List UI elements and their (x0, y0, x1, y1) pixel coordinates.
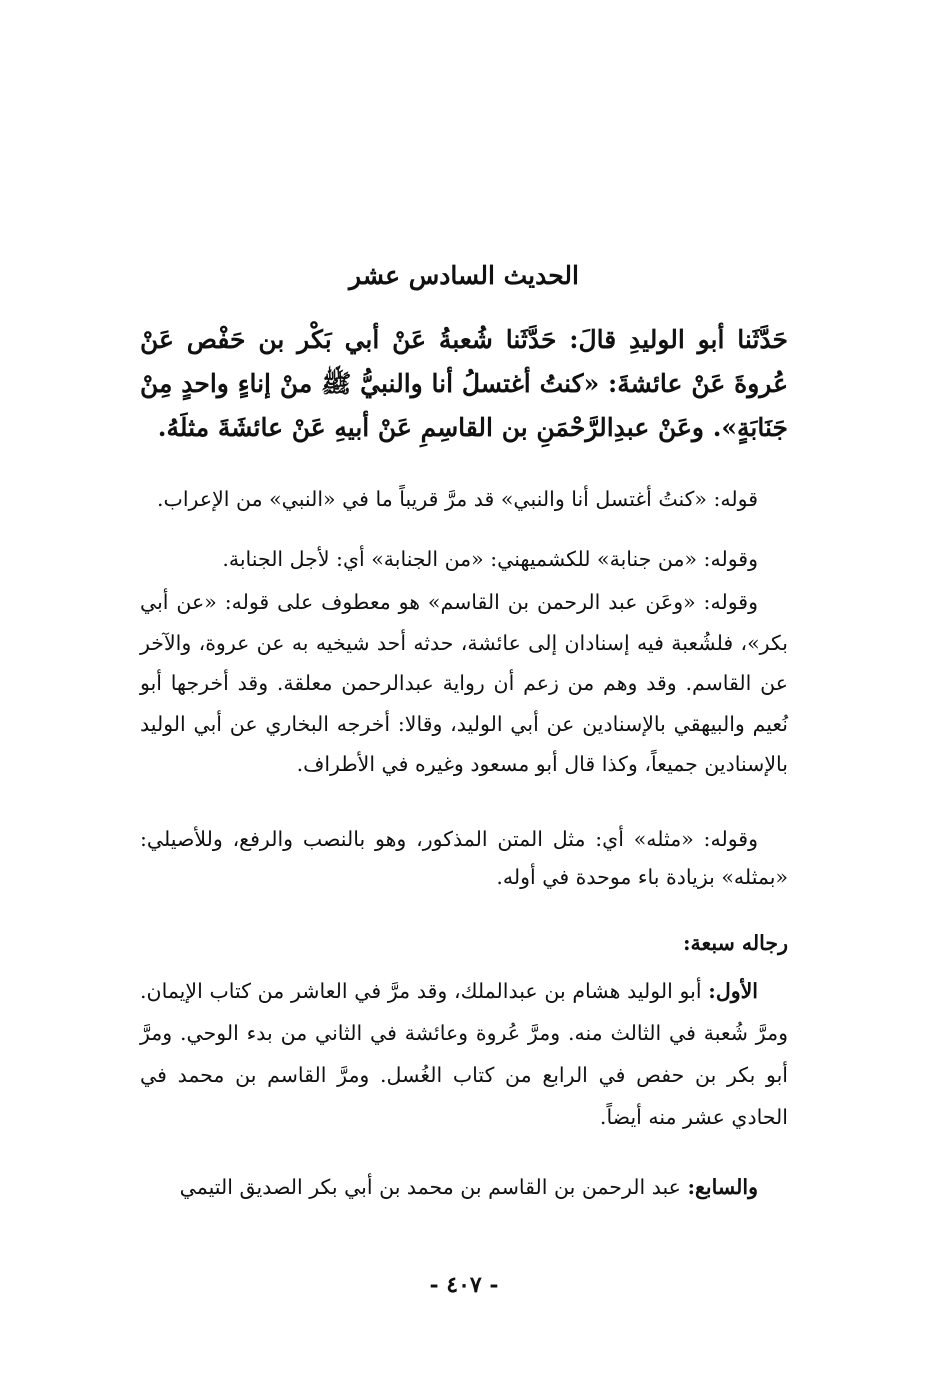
commentary-paragraph-1: قوله: «كنتُ أغتسل أنا والنبي» قد مرَّ قريباً ما في «النبي» من الإعراب. (157, 487, 758, 511)
narrator-first-text: أبو الوليد هشام بن عبدالملك، وقد مرَّ في العاشر من كتاب الإيمان. ومرَّ شُعبة في الثالث منه. ومرَّ عُروة وعائشة في الثاني من بدء الوحي. ومرَّ أبو بكر بن حفص في الرابع من كتاب الغُسل. ومرَّ القاسم بن محمد في الحادي عشر منه أيضاً. (140, 979, 788, 1129)
commentary-paragraph-4: وقوله: «مثله» أي: مثل المتن المذكور، وهو بالنصب والرفع، وللأصيلي: «بمثله» بزيادة باء موحدة في أوله. (140, 827, 788, 889)
narrator-first-paragraph (140, 970, 788, 1138)
commentary-paragraph-2: وقوله: «من جنابة» للكشميهني: «من الجنابة» أي: لأجل الجنابة. (222, 547, 758, 571)
narrator-seventh-lead: والسابع: (687, 1175, 758, 1199)
page-number: - ٤٠٧ - (429, 1272, 499, 1298)
hadith-text: حَدَّثَنا أبو الوليدِ قالَ: حَدَّثَنا شُعبةُ عَنْ أبي بَكْر بن حَفْص عَنْ عُروةَ عَنْ عائشةَ: «كنتُ أغتسلُ أنا والنبيُّ ﷺ منْ إناءٍ واحدٍ مِنْ جَنَابَةٍ». وعَنْ عبدِالرَّحْمَنِ بن القاسِمِ عَنْ أبيهِ عَنْ عائشَةَ مثلَهُ. (140, 325, 788, 442)
narrators-heading: رجاله سبعة: (682, 931, 788, 955)
narrator-first-lead: الأول: (708, 979, 758, 1003)
hadith-heading: الحديث السادس عشر (349, 261, 579, 290)
narrator-seventh-paragraph (140, 1168, 788, 1206)
commentary-paragraph-3: وقوله: «وعَن عبد الرحمن بن القاسم» هو معطوف على قوله: «عن أبي بكر»، فلشُعبة فيه إسنادان إلى عائشة، حدثه أحد شيخيه به عن عروة، والآخر عن القاسم. وقد وهم من زعم أن رواية عبدالرحمن معلقة. وقد أخرجها أبو نُعيم والبيهقي بالإسنادين عن أبي الوليد، وقالا: أخرجه البخاري عن أبي الوليد بالإسنادين جميعاً، وكذا قال أبو مسعود وغيره في الأطراف. (140, 590, 788, 776)
narrator-seventh-text: عبد الرحمن بن القاسم بن محمد بن أبي بكر الصديق التيمي (179, 1175, 681, 1199)
